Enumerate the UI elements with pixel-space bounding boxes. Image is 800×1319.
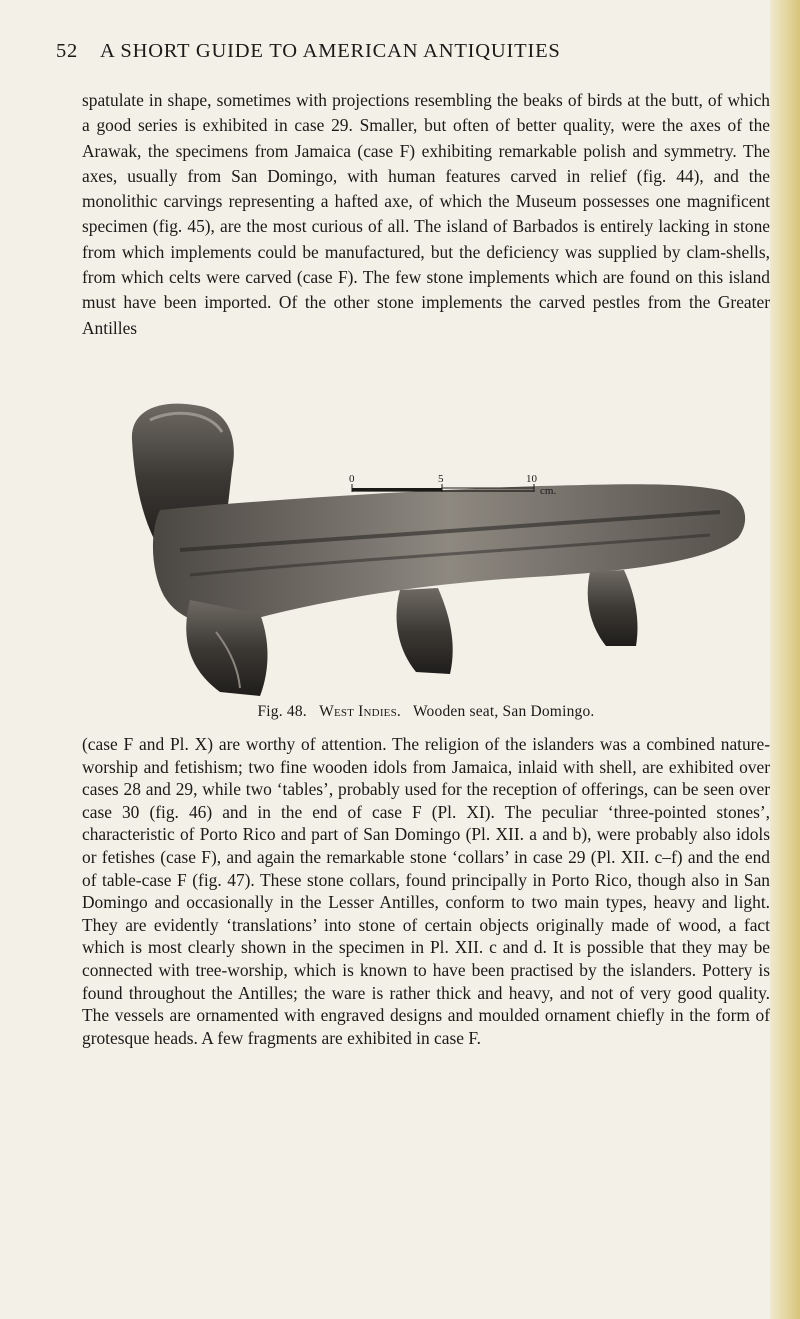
paragraph-top: spatulate in shape, sometimes with projections resembling the beaks of birds at the butt, of which a good series is exhibited in case 29. Smaller, but often of better quality, were the axes of the Arawak, the specimens from Jamaica (case F) exhibiting remarkable polish and symmetry. The axes, usually from San Domingo, with human features carved in relief (fig. 44), and the monolithic carvings representing a hafted axe, of which the Museum possesses one magnificent specimen (fig. 45), are the most curious of all. The island of Barbados is entirely lacking in stone from which implements could be manufactured, but the deficiency was supplied by clam-shells, from which celts were carved (case F). The few stone implements which are found on this island must have been imported. Of the other stone implements the carved pestles from the Greater Antilles — [82, 90, 770, 338]
caption-fig-number: Fig. 48. — [257, 703, 307, 720]
seat-leg-middle — [397, 588, 453, 674]
figure-caption — [82, 703, 770, 721]
caption-region: West Indies. — [319, 703, 401, 720]
scale-label-0: 0 — [349, 473, 355, 485]
paragraph-bottom: (case F and Pl. X) are worthy of attention. The religion of the islanders was a combined nature-worship and fetishism; two fine wooden idols from Jamaica, inlaid with shell, are exhibited over cases 28 and 29, while two ‘tables’, probably used for the reception of offerings, can be seen over case 30 (fig. 46) and in the end of case F (Pl. XI). The peculiar ‘three-pointed stones’, characteristic of Porto Rico and part of San Domingo (Pl. XII. a and b), were probably also idols or fetishes (case F), and again the remarkable stone ‘collars’ in case 29 (Pl. XII. c–f) and the end of table-case F (fig. 47). These stone collars, found principally in Porto Rico, though also in San Domingo and occasionally in the Lesser Antilles, conform to two main types, heavy and light. They are evidently ‘translations’ into stone of certain objects originally made of wood, a fact which is most clearly shown in the specimen in Pl. XII. c and d. It is possible that they may be connected with tree-worship, which is known to have been practised by the islanders. Pottery is found throughout the Antilles; the ware is rather thick and heavy, and not of very good quality. The vessels are ornamented with engraved designs and moulded ornament chiefly in the form of grotesque heads. A few fragments are exhibited in case F. — [82, 734, 770, 1048]
scale-unit: cm. — [540, 485, 557, 497]
page-edge-stain — [770, 0, 800, 1319]
wooden-seat-illustration — [120, 400, 752, 700]
running-title: A SHORT GUIDE TO AMERICAN ANTIQUITIES — [100, 40, 561, 62]
seat-leg-back — [588, 570, 638, 646]
caption-description: Wooden seat, San Domingo. — [412, 703, 595, 720]
figure-wooden-seat — [120, 400, 752, 700]
page-number: 52 — [56, 40, 79, 62]
scale-label-10: 10 — [526, 473, 537, 485]
scale-label-5: 5 — [438, 473, 444, 485]
